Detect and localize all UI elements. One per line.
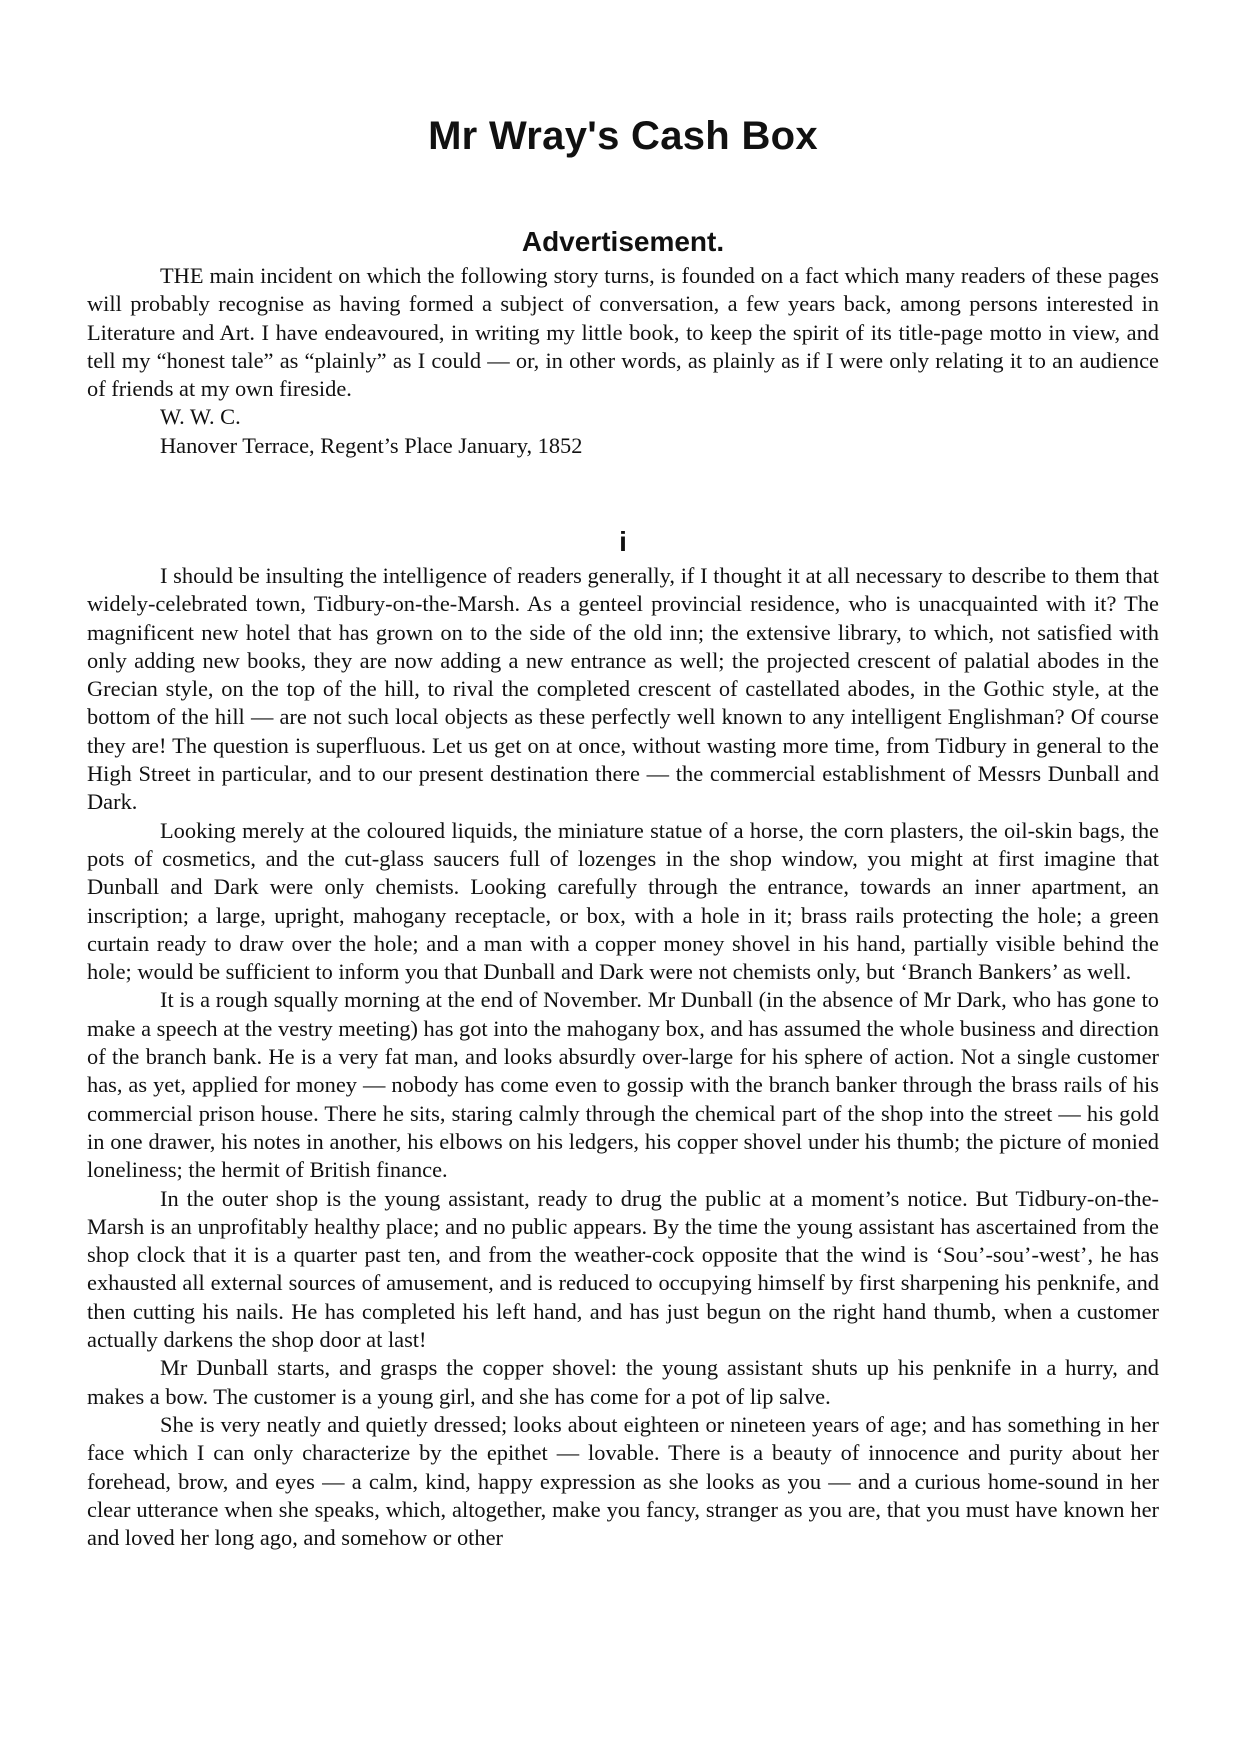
chapter-paragraph: I should be insulting the intelligence of readers generally, if I thought it at all necessary to describe to them that widely-celebrated town, Tidbury-on-the-Marsh. As a genteel provincial residence, who is unacquainted with it? The magnificent new hotel that has grown on to the side of the old inn; the extensive library, to which, not satisfied with only adding new books, they are now adding a new entrance as well; the projected crescent of palatial abodes in the Grecian style, on the top of the hill, to rival the completed crescent of castellated abodes, in the Gothic style, at the bottom of the hill — are not such local objects as these perfectly well known to any intelligent Englishman? Of course they are! The question is superfluous. Let us get on at once, without wasting more time, from Tidbury in general to the High Street in particular, and to our present destination there — the commercial establishment of Messrs Dunball and Dark.	[87, 563, 1159, 815]
chapter-paragraph: Mr Dunball starts, and grasps the copper shovel: the young assistant shuts up his penknife in a hurry, and makes a bow. The customer is a young girl, and she has come for a pot of lip salve.	[87, 1355, 1159, 1409]
advertisement-section	[87, 224, 1159, 460]
advertisement-place-date: Hanover Terrace, Regent’s Place January, 1852	[160, 432, 583, 458]
book-title: Mr Wray's Cash Box	[428, 114, 818, 158]
advertisement-paragraph: THE main incident on which the following story turns, is founded on a fact which many readers of these pages will probably recognise as having formed a subject of conversation, a few years back, among persons interested in Literature and Art. I have endeavoured, in writing my little book, to keep the spirit of its title-page motto in view, and tell my “honest tale” as “plainly” as I could — or, in other words, as plainly as if I were only relating it to an audience of friends at my own fireside.	[87, 263, 1159, 402]
chapter-paragraph: In the outer shop is the young assistant, ready to drug the public at a moment’s notice. But Tidbury-on-the-Marsh is an unprofitably healthy place; and no public appears. By the time the young assistant has ascertained from the shop clock that it is a quarter past ten, and from the weather-cock opposite that the wind is ‘Sou’-sou’-west’, he has exhausted all external sources of amusement, and is reduced to occupying himself by first sharpening his penknife, and then cutting his nails. He has completed his left hand, and has just begun on the right hand thumb, when a customer actually darkens the shop door at last!	[87, 1185, 1159, 1353]
chapter-paragraph: She is very neatly and quietly dressed; looks about eighteen or nineteen years of age; and has something in her face which I can only characterize by the epithet — lovable. There is a beauty of innocence and purity about her forehead, brow, and eyes — a calm, kind, happy expression as she looks as you — and a curious home-sound in her clear utterance when she speaks, which, altogether, make you fancy, stranger as you are, that you must have known her and loved her long ago, and somehow or other	[87, 1411, 1159, 1551]
chapter-paragraph: Looking merely at the coloured liquids, the miniature statue of a horse, the corn plasters, the oil-skin bags, the pots of cosmetics, and the cut-glass saucers full of lozenges in the shop window, you might at first imagine that Dunball and Dark were only chemists. Looking carefully through the entrance, towards an inner apartment, an inscription; a large, upright, mahogany receptacle, or box, with a hole in it; brass rails protecting the hole; a green curtain ready to draw over the hole; and a man with a copper money shovel in his hand, partially visible behind the hole; would be sufficient to inform you that Dunball and Dark were not chemists only, but ‘Branch Bankers’ as well.	[87, 817, 1159, 985]
chapter-paragraph: It is a rough squally morning at the end of November. Mr Dunball (in the absence of Mr Dark, who has gone to make a speech at the vestry meeting) has got into the mahogany box, and has assumed the whole business and direction of the branch bank. He is a very fat man, and looks absurdly over-large for his sphere of action. Not a single customer has, as yet, applied for money — nobody has come even to gossip with the branch banker through the brass rails of his commercial prison house. There he sits, staring calmly through the chemical part of the shop into the street — his gold in one drawer, his notes in another, his elbows on his ledgers, his copper shovel under his thumb; the picture of monied loneliness; the hermit of British finance.	[87, 987, 1159, 1183]
advertisement-heading: Advertisement.	[521, 226, 725, 257]
advertisement-signature: W. W. C.	[160, 404, 241, 430]
chapter-heading: i	[619, 526, 627, 557]
chapter-section	[87, 524, 1159, 1552]
